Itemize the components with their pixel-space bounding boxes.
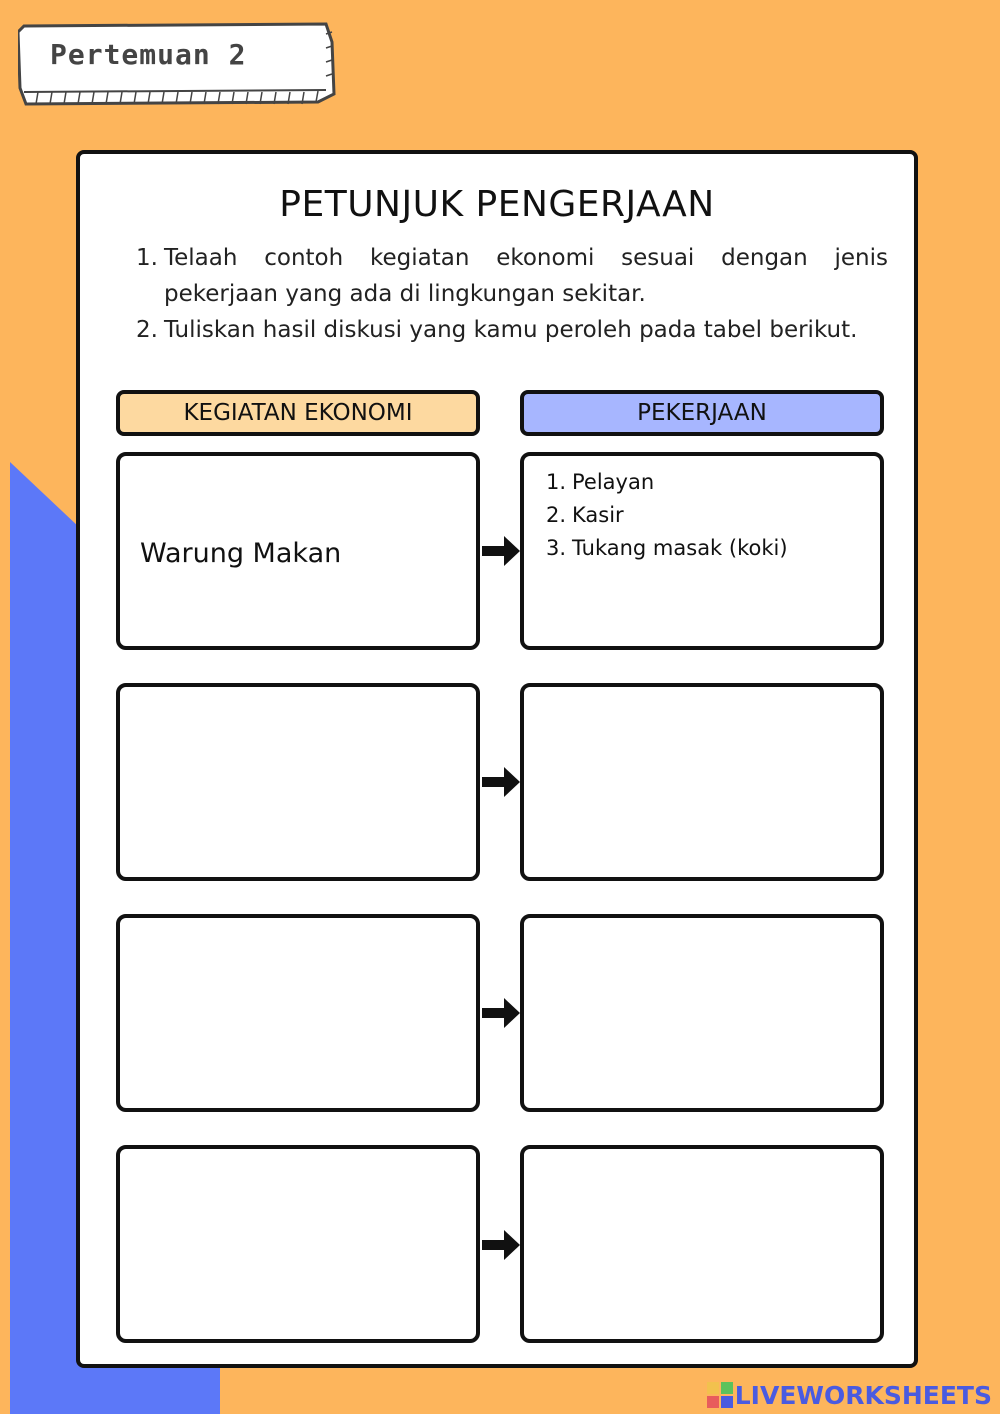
activity-text: Warung Makan (140, 538, 342, 569)
jobs-box[interactable] (520, 914, 884, 1112)
job-number: 2. (546, 503, 567, 527)
activity-box[interactable] (116, 683, 480, 881)
job-item (546, 499, 788, 532)
arrow-right-icon (482, 536, 520, 566)
job-number: 1. (546, 470, 567, 494)
instruction-list (136, 240, 888, 348)
job-label: Pelayan (572, 470, 655, 494)
session-tag-label: Pertemuan 2 (50, 38, 247, 71)
job-label: Kasir (572, 503, 624, 527)
instruction-text: Telaah contoh kegiatan ekonomi sesuai dengan jenis pekerjaan yang ada di lingkungan sekitar. (164, 245, 888, 307)
jobs-box[interactable] (520, 452, 884, 650)
activity-box[interactable] (116, 452, 480, 650)
instruction-text: Tuliskan hasil diskusi yang kamu peroleh pada tabel berikut. (164, 317, 858, 343)
instruction-item (136, 240, 888, 312)
jobs-box[interactable] (520, 1145, 884, 1343)
job-label: Tukang masak (koki) (572, 536, 788, 560)
activity-box[interactable] (116, 1145, 480, 1343)
worksheet-card (76, 150, 918, 1368)
page-title: PETUNJUK PENGERJAAN (279, 184, 715, 225)
brand-name: LIVEWORKSHEETS (734, 1380, 992, 1410)
arrow-right-icon (482, 1230, 520, 1260)
column-header-jobs: PEKERJAAN (520, 390, 884, 436)
brand-logo-icon (707, 1382, 733, 1408)
session-tag (18, 22, 328, 94)
instruction-number: 1. (136, 245, 158, 271)
job-number: 3. (546, 536, 567, 560)
job-item (546, 532, 788, 565)
arrow-right-icon (482, 998, 520, 1028)
jobs-box[interactable] (520, 683, 884, 881)
activity-box[interactable] (116, 914, 480, 1112)
column-header-activity: KEGIATAN EKONOMI (116, 390, 480, 436)
job-item (546, 466, 788, 499)
instruction-item (136, 312, 888, 348)
brand-watermark (707, 1378, 992, 1412)
job-list (546, 466, 788, 565)
instruction-number: 2. (136, 317, 158, 343)
arrow-right-icon (482, 767, 520, 797)
